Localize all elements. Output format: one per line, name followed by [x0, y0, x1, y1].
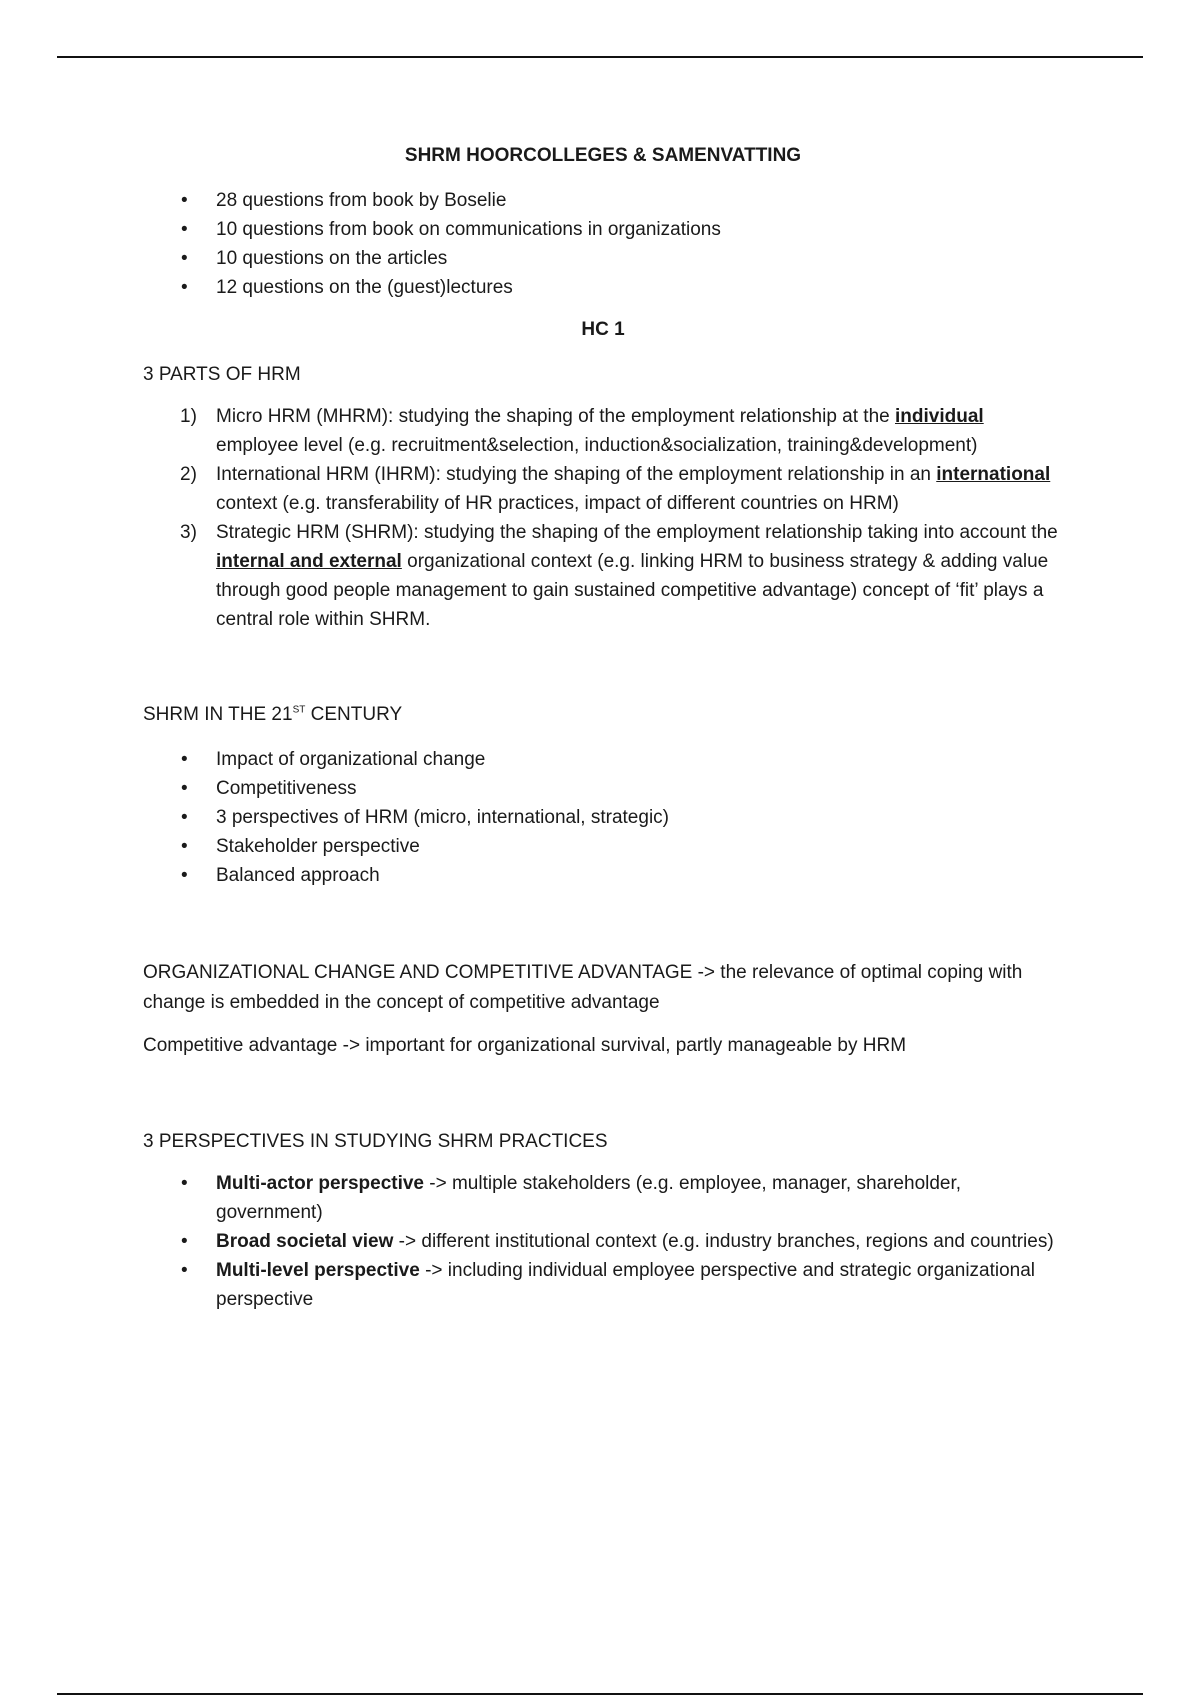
parts-numbered-list	[143, 402, 1063, 634]
emphasis-text: internal and external	[216, 551, 402, 572]
intro-bullet-list	[143, 186, 1063, 302]
list-item: • Stakeholder perspective	[143, 832, 1063, 861]
list-item: 2) International HRM (IHRM): studying the shaping of the employment relationship in an international context (e.g. transferability of HR practices, impact of different countries on HRM)	[143, 460, 1063, 518]
change-paragraph: ORGANIZATIONAL CHANGE AND COMPETITIVE ADVANTAGE -> the relevance of optimal coping with change is embedded in the concept of competitive advantage	[143, 962, 1023, 1013]
lecture-heading: HC 1	[581, 319, 625, 340]
list-item: • Broad societal view -> different institutional context (e.g. industry branches, regions and countries)	[143, 1227, 1063, 1256]
bullet-icon: •	[181, 778, 188, 799]
bullet-icon: •	[181, 277, 188, 298]
century-bullet-list	[143, 745, 1063, 890]
bullet-icon: •	[181, 1231, 188, 1252]
bold-term: Broad societal view	[216, 1231, 394, 1252]
list-item: • 3 perspectives of HRM (micro, international, strategic)	[143, 803, 1063, 832]
list-item: • 12 questions on the (guest)lectures	[143, 273, 1063, 302]
bullet-icon: •	[181, 749, 188, 770]
emphasis-text: international	[936, 464, 1051, 485]
list-item: 3) Strategic HRM (SHRM): studying the shaping of the employment relationship taking into account the internal and external organizational context (e.g. linking HRM to business strategy & adding value through good people management to gain sustained competitive advantage) concept of ‘fit’ plays a central role within SHRM.	[143, 518, 1063, 634]
bold-term: Multi-level perspective	[216, 1260, 420, 1281]
bullet-icon: •	[181, 219, 188, 240]
list-item: • 10 questions from book on communications in organizations	[143, 215, 1063, 244]
list-item: • Multi-actor perspective -> multiple stakeholders (e.g. employee, manager, shareholder, government)	[143, 1169, 1063, 1227]
bullet-icon: •	[181, 248, 188, 269]
bullet-icon: •	[181, 190, 188, 211]
bullet-icon: •	[181, 865, 188, 886]
header-rule	[57, 56, 1143, 58]
list-item: 1) Micro HRM (MHRM): studying the shaping of the employment relationship at the individual employee level (e.g. recruitment&selection, induction&socialization, training&development)	[143, 402, 1063, 460]
bullet-icon: •	[181, 1173, 188, 1194]
list-item: • Impact of organizational change	[143, 745, 1063, 774]
bullet-icon: •	[181, 836, 188, 857]
advantage-paragraph: Competitive advantage -> important for organizational survival, partly manageable by HRM	[143, 1035, 907, 1056]
section-heading-parts: 3 PARTS OF HRM	[143, 364, 301, 385]
bullet-icon: •	[181, 807, 188, 828]
document-title: SHRM HOORCOLLEGES & SAMENVATTING	[404, 145, 802, 166]
list-item: • Competitiveness	[143, 774, 1063, 803]
bullet-icon: •	[181, 1260, 188, 1281]
list-number: 3)	[180, 522, 197, 543]
list-item: • 10 questions on the articles	[143, 244, 1063, 273]
document-body	[143, 144, 1063, 1314]
emphasis-text: individual	[895, 406, 984, 427]
list-item: • 28 questions from book by Boselie	[143, 186, 1063, 215]
bold-term: Multi-actor perspective	[216, 1173, 424, 1194]
list-number: 1)	[180, 406, 197, 427]
list-item: • Balanced approach	[143, 861, 1063, 890]
list-item: • Multi-level perspective -> including individual employee perspective and strategic organizational perspective	[143, 1256, 1063, 1314]
list-number: 2)	[180, 464, 197, 485]
section-heading-century: SHRM IN THE 21ST CENTURY	[143, 704, 403, 725]
footer-rule	[57, 1693, 1143, 1695]
perspectives-bullet-list	[143, 1169, 1063, 1314]
section-heading-perspectives: 3 PERSPECTIVES IN STUDYING SHRM PRACTICES	[143, 1131, 608, 1152]
